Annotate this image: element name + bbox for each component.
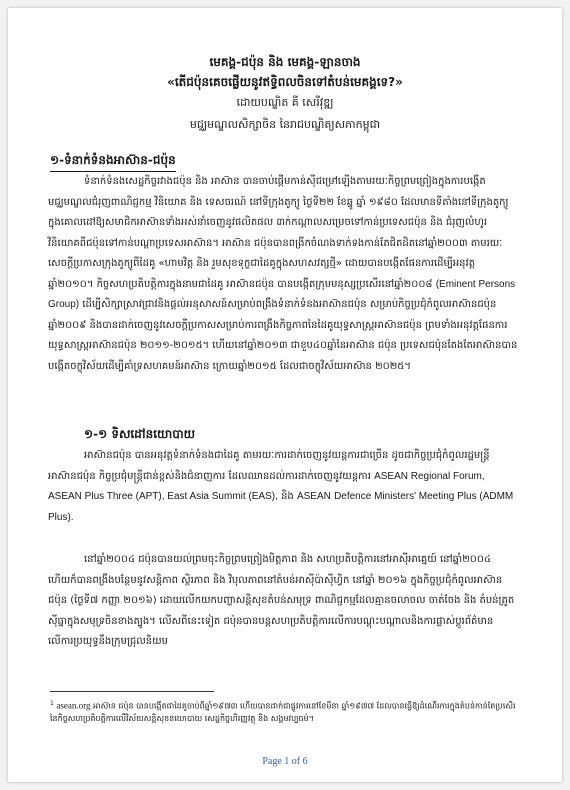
policy-paragraph-2: នៅឆ្នាំ២០០៤ ជប៉ុនបានយល់ព្រមចុះកិច្ចព្រមព្រៀងមិត្តភាព និង សហប្រតិបត្តិការនៅអាស៊ីអាគ្នេយ៍ នៅឆ្នាំ២០០៤ ហើយក៏បានពង្រឹងបន្ថែមនូវសន្តិភាព ស្ថិរភាព និង វិបុលភាពនៅតំបន់អាស៊ីប៉ាស៊ីហ្វិក នៅឆ្នាំ ២០១៦ ក្នុងកិច្ចប្រជុំកំពូលអាស៊ានជប៉ុន (ថ្ងៃទី៧ កញ្ញា ២០១៦) ដោយលើកយកបញ្ហាសន្តិសុខតំបន់សមុទ្រ ពាណិជ្ជកម្មដែលគ្មានចលាចល ចាត់ចែង និង តំបន់ត្រូតស៊ីធ្នាក្នុងសមុទ្រចិនខាងត្បូង។ លើសពីនេះទៀត ជប៉ុនបានបន្តសហប្រតិបត្តិការលើការបណ្ដុះបណ្ដាលនិងការផ្លាស់ប្ដូរព័ត៌មានលើការប្រយុទ្ធនឹងក្រុមជ្រុលនិយម (48, 554, 515, 647)
eminent-persons-group-term: (Eminent Persons Group) (48, 278, 516, 310)
section-1-1-heading: ១-១ ទិសដៅនយោបាយ (84, 427, 196, 441)
paragraph-text: អាស៊ានជប៉ុន បានអនុវត្តទំនាក់ទំនងជាដៃគូ តាមរយៈការដាក់ចេញនូវយន្តការជាច្រើន ដូចជាកិច្ចប្រជុំកំពូលរដ្ឋមន្ត្រីអាស៊ានជប៉ុន កិច្ចប្រជុំមន្ត្រីជាន់ខ្ពស់និងជំនាញការ ដែលឈានដល់ការដាក់ចេញនូវយន្តការ (48, 450, 490, 482)
paragraph-text-continued: ដើម្បីសិក្សាស្រាវជ្រាវនិងផ្ដល់អនុសាសន៍សម្រាប់ពង្រឹងទំនាក់ទំនងអាស៊ានជប៉ុន សម្រាប់កិច្ចប្រជុំកំពូលអាស៊ានជប៉ុនឆ្នាំ២០០៩ និងបានដាក់ចេញនូវសេចក្ដីប្រកាសសម្រាប់ការពង្រឹងកិច្ចភាពនៃដៃគូយុទ្ធសាស្ត្រអាស៊ានជប៉ុន ព្រមទាំងអនុវត្តផែនការយុទ្ធសាស្ត្រអាស៊ានជប៉ុន ២០១១-២០១៥។ ហើយនៅឆ្នាំ២០១៣ ជាខួប៤០ឆ្នាំនៃអាស៊ាន ជប៉ុន ប្រទេសជប៉ុនតែងតែអាស៊ានបានបង្កើតចក្ខុវិស័យដើម្បីគាំទ្រសហគមន៍អាស៊ាន ក្រោយឆ្នាំ២០១៥ ដែលជាចក្ខុវិស័យអាស៊ាន ២០២៥។ (48, 299, 518, 372)
policy-paragraph (48, 446, 518, 528)
footnote-link[interactable]: asean.org (56, 700, 91, 711)
and-word: និង (281, 491, 294, 502)
mechanisms-list: ASEAN Regional Forum, ASEAN Plus Three (APT), East Asia Summit (EAS), (48, 470, 485, 502)
footnote-divider (50, 691, 214, 692)
page-number: Page 1 of 6 (262, 756, 308, 767)
paragraph-text: ទំនាក់ទំនងសេដ្ឋកិច្ចរវាងជប៉ុន និង អាស៊ាន បានចាប់ផ្ដើមកាន់ស៊ីជម្រៅឡើងតាមរយៈកិច្ចព្រមព្រៀងក្នុងការបង្កើតមជ្ឈមណ្ឌលជំរុញពាណិជ្ជកម្ម វិនិយោគ និង ទេសចរណ៍ នៅទីក្រុងតូក្យូ ថ្ងៃទី២២ ខែឆ្នូ ឆ្នាំ ១៩៨០ ដែលមានទីតាំងនៅទីក្រុងតូក្យូ ក្នុងគោលដៅឱ្យសមាជិកអាស៊ានទាំងអស់នាំចេញនូវផលិតផល ៣ក់កណ្ដាលសម្រេចទៅកាន់ប្រទេសជប៉ុន និង ជំរុញលំហូរវិនិយោគពីជប៉ុនទៅកាន់បណ្ដាប្រទេសអាស៊ាន។ អាស៊ាន ជប៉ុនបានពង្រីកចំណងទាក់ទងកាន់តែជិតដិតនៅឆ្នាំ២០០៣ តាមរយៈសេចក្ដីប្រកាសក្រុងតូក្យូពីដៃគូ «ហាមវិត្ត និង រួមសុខទុក្ខជាដៃគូក្នុងសហសវត្សថ្មី» ដោយបានបង្កើតផែនការដើម្បីអនុវត្តឆ្នាំ២០១០។ កិច្ចសហប្រតិបត្តិការក្នុងនាមជាដៃគូ អាស៊ានជប៉ុន បានបង្កើតក្រុមមនុស្សប្រសើរនៅឆ្នាំ២០០៨ (48, 176, 509, 290)
document-subtitle: «តើជប៉ុនគេចផ្លើយនូវឥទ្ធិពលចិនទៅតំបន់មេគង្គទេ?» (167, 75, 403, 89)
footnote-text: អាស៊ាន ជប៉ុន បានបង្កើតជាដៃគូចាប់ពីឆ្នាំ១៩៧៣ ហើយបានដាក់ជាផ្លូវការនៅខែមីនា ឆ្នាំ១៩៧៧ ដែលបានធ្វើឱ្យដំណើរការក្នុងតំបន់កាន់តែប្រសើរនៃកិច្ចសហប្រតិបត្តិការលើវិស័យសន្តិសុខនយោបាយ សេដ្ឋកិច្ចហិរញ្ញវត្ថុ និង សង្គមវប្បធម៌។ (50, 701, 516, 723)
mechanisms-list-last: ASEAN (296, 491, 331, 502)
section-1-heading: ១-ទំនាក់ទំនងអាស៊ាន-ជប៉ុន (50, 152, 176, 172)
author-line: ដោយបណ្ឌិត គី សេរីវុឌ្ឍ (236, 96, 334, 109)
document-title: មេគង្គ-ជប៉ុន និង មេគង្គ-ឡានចាង (209, 55, 361, 69)
section-1-paragraph (48, 172, 518, 377)
footnote-marker: 1 (50, 700, 54, 707)
affiliation-line: មជ្ឈមណ្ឌលសិក្សាចិន នៃរាជបណ្ឌិត្យសភាកម្ពុជា (189, 118, 381, 131)
footnote (50, 698, 520, 725)
document-page (8, 8, 562, 782)
mechanisms-list-cont: Defence Ministers' Meeting Plus (ADMM Plus). (48, 491, 514, 523)
